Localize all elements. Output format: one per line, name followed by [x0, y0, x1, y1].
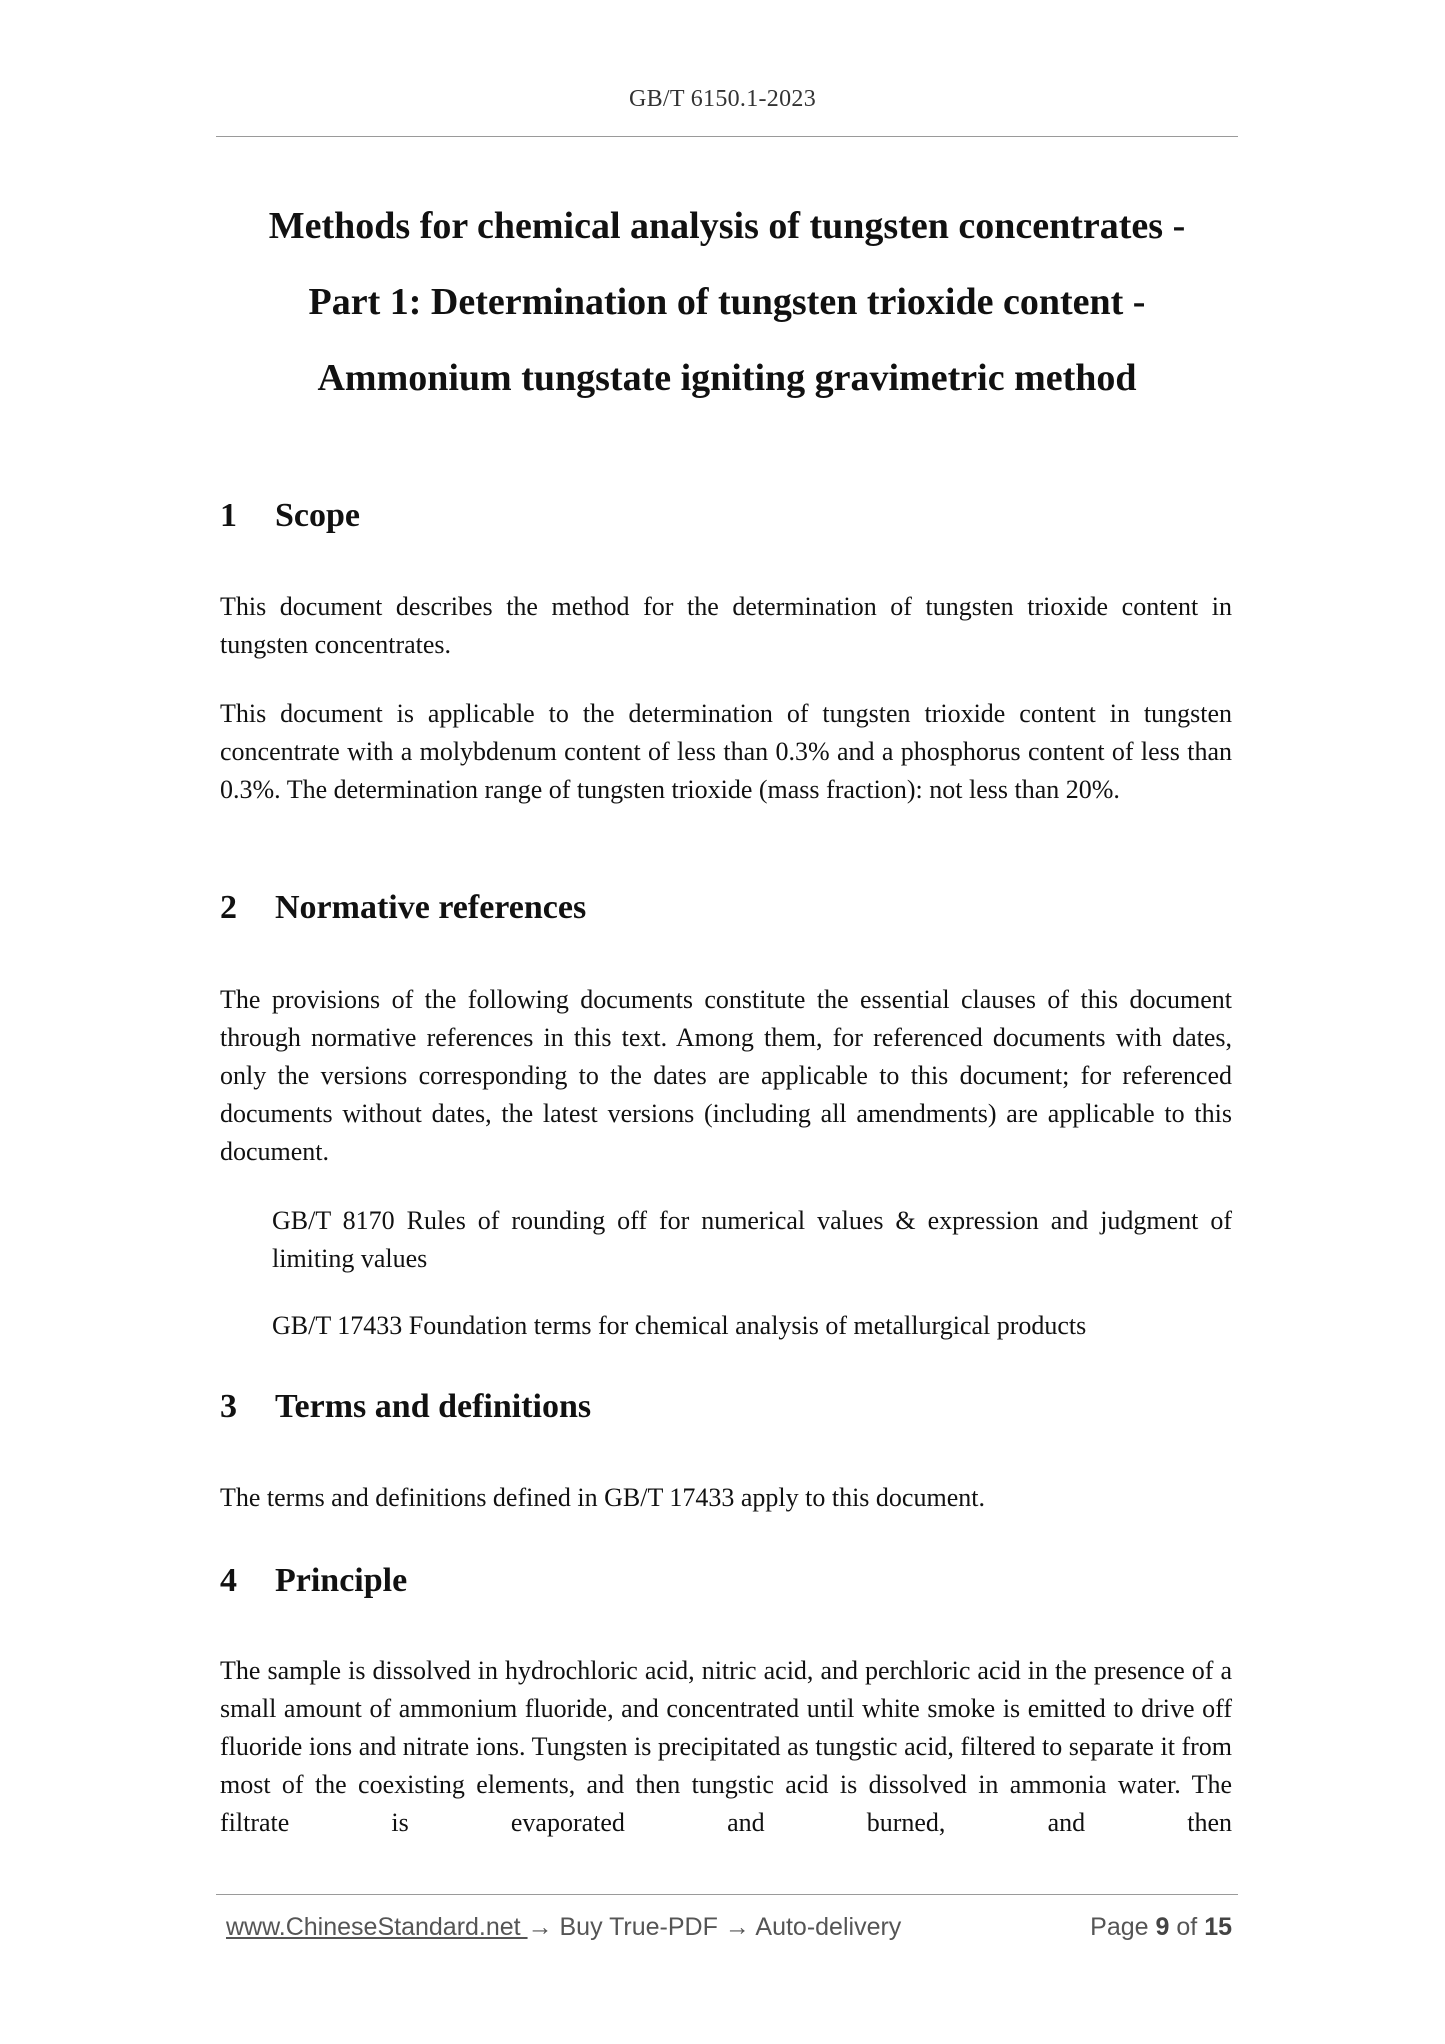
chinesestandard-link[interactable]: www.ChineseStandard.net [226, 1913, 528, 1941]
page-number: 9 [1155, 1913, 1170, 1941]
section-title: Scope [275, 497, 360, 534]
title-line-3: Ammonium tungstate igniting gravimetric method [317, 357, 1137, 399]
principle-paragraph: The sample is dissolved in hydrochloric acid, nitric acid, and perchloric acid in the presence of a small amount of ammonium fluoride, and concentrated until white smoke is emitted to drive off fluoride ions and nitrate ions. Tungsten is precipitated as tungstic acid, filtered to separate it from most of the coexisting elements, and then tungstic acid is dissolved in ammonia water. The filtrate is evaporated and burned, and then [220, 1656, 1232, 1837]
page-label: Page [1090, 1913, 1149, 1941]
normative-references-paragraph: The provisions of the following documents constitute the essential clauses of this document through normative references in this text. Among them, for referenced documents with dates, only the versions corresponding to the dates are applicable to this document; for referenced documents without dates, the latest versions (including all amendments) are applicable to this document. [220, 985, 1232, 1166]
document-title [216, 188, 1238, 416]
section-heading-normative-references [220, 888, 586, 928]
section-heading-scope [220, 496, 360, 536]
page-footer [226, 1913, 1232, 1942]
terms-definitions-paragraph: The terms and definitions defined in GB/T 17433 apply to this document. [220, 1483, 985, 1512]
section-number: 1 [220, 497, 237, 534]
total-pages: 15 [1204, 1913, 1232, 1941]
section-title: Principle [275, 1562, 408, 1599]
title-line-1: Methods for chemical analysis of tungsten concentrates - [268, 205, 1186, 247]
buy-true-pdf-text: Buy True-PDF [552, 1913, 725, 1941]
section-heading-terms-definitions [220, 1387, 591, 1427]
section-number: 2 [220, 889, 237, 926]
reference-gbt-8170: GB/T 8170 Rules of rounding off for numerical values & expression and judgment of limiting values [272, 1206, 1232, 1273]
title-line-2: Part 1: Determination of tungsten trioxide content - [308, 281, 1146, 323]
header-rule [216, 136, 1238, 137]
auto-delivery-text: Auto-delivery [749, 1913, 902, 1941]
right-arrow-icon: → [724, 1913, 750, 1941]
scope-paragraph-1: This document describes the method for the determination of tungsten trioxide content in tungsten concentrates. [220, 592, 1232, 659]
right-arrow-icon: → [527, 1913, 553, 1941]
section-number: 3 [220, 1388, 237, 1425]
footer-rule [216, 1894, 1238, 1895]
section-title: Terms and definitions [275, 1388, 592, 1425]
scope-paragraph-2: This document is applicable to the determination of tungsten trioxide content in tungsten concentrate with a molybdenum content of less than 0.3% and a phosphorus content of less than 0.3%. The determination range of tungsten trioxide (mass fraction): not less than 20%. [220, 699, 1232, 804]
reference-gbt-17433: GB/T 17433 Foundation terms for chemical analysis of metallurgical products [272, 1311, 1087, 1340]
section-heading-principle [220, 1561, 407, 1601]
section-number: 4 [220, 1562, 237, 1599]
page-counter [1090, 1913, 1232, 1942]
of-label: of [1176, 1913, 1198, 1941]
section-title: Normative references [275, 889, 587, 926]
running-header: GB/T 6150.1-2023 [628, 86, 817, 112]
